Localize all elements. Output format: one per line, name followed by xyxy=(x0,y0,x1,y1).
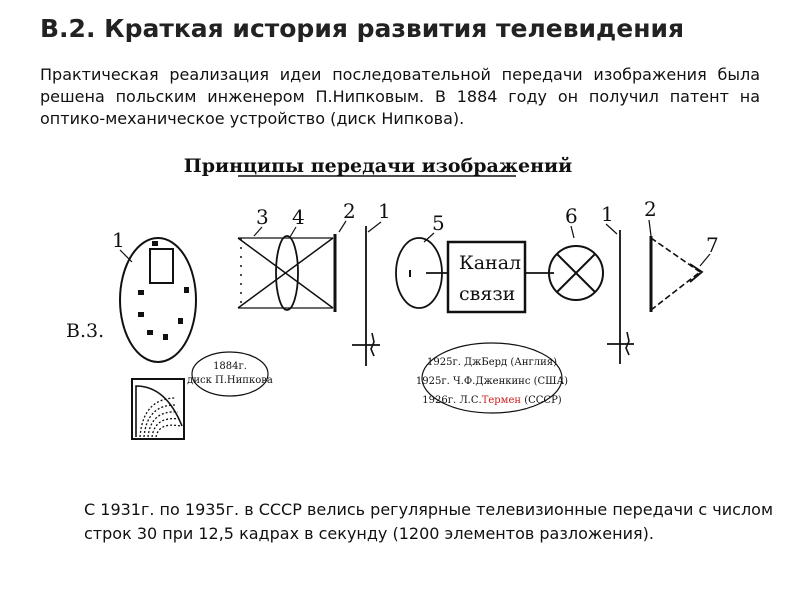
disk-hole xyxy=(178,318,183,324)
label-6: 6 xyxy=(565,204,578,228)
transmitter-optics xyxy=(238,199,356,312)
photocell-right xyxy=(601,202,634,364)
viewer-projection xyxy=(644,197,719,312)
scan-line xyxy=(156,425,180,437)
light-source xyxy=(396,211,448,308)
note-inventors-line3-prefix: 1926г. Л.С. xyxy=(422,395,482,406)
disk-hole xyxy=(138,312,144,317)
eye-ray-bottom xyxy=(651,272,700,310)
disk-outline xyxy=(120,238,196,362)
eye-ray-top xyxy=(651,238,700,272)
label-4: 4 xyxy=(292,205,305,229)
figure-label: В.3. xyxy=(66,320,105,342)
note-inventors-line2: 1925г. Ч.Ф.Дженкинс (США) xyxy=(415,376,569,387)
scan-line xyxy=(152,419,179,437)
note-nipkow-oval xyxy=(192,352,268,396)
diagram-heading: Принципы передачи изображений xyxy=(183,155,573,177)
intro-paragraph: Практическая реализация идеи последовательной передачи изображения была решена польским инженером П.Нипковым. В 1884 году он получил патент на оптико-механическое устройство (диск Нипкова). xyxy=(40,65,760,128)
disk-hole xyxy=(147,330,153,335)
outro-paragraph: С 1931г. по 1935г. в СССР велись регулярные телевизионные передачи с числом строк 30 при 12,5 кадрах в секунду (1200 элементов разложения). xyxy=(84,500,774,543)
note-nipkow xyxy=(187,352,273,396)
page-title: В.2. Краткая история развития телевидения xyxy=(40,14,685,43)
disk-hole xyxy=(184,287,189,293)
disk-hole xyxy=(163,334,168,340)
label-7: 7 xyxy=(706,233,719,257)
scan-line xyxy=(148,412,178,437)
disk-hole xyxy=(138,290,144,295)
note-inventors-termen: Термен xyxy=(481,395,522,406)
label-2-left: 2 xyxy=(343,199,356,223)
label-3: 3 xyxy=(256,205,269,229)
note-inventors xyxy=(416,343,568,413)
note-inventors-line3 xyxy=(422,395,562,406)
leader-2-right xyxy=(649,220,651,236)
channel-label-line2: связи xyxy=(459,283,516,305)
channel-label-line1: Канал xyxy=(459,252,522,274)
label-5: 5 xyxy=(432,211,445,235)
label-2-right: 2 xyxy=(644,197,657,221)
note-inventors-line1: 1925г. ДжБерд (Англия) xyxy=(427,357,557,368)
scan-pattern-inset xyxy=(132,379,184,439)
note-inventors-line3-suffix: (СССР) xyxy=(521,395,562,406)
note-nipkow-line2: диск П.Нипкова xyxy=(187,375,273,386)
disk-hole xyxy=(152,241,158,246)
leader-7 xyxy=(700,254,710,266)
disk-frame-window xyxy=(150,249,173,283)
communication-channel xyxy=(448,242,554,312)
label-1-left: 1 xyxy=(378,199,391,223)
nipkow-disk xyxy=(112,228,196,362)
leader-1-left xyxy=(368,222,381,232)
label-1-disk: 1 xyxy=(112,228,125,252)
label-1-right: 1 xyxy=(601,202,614,226)
receiver-lamp xyxy=(549,204,603,300)
note-nipkow-line1: 1884г. xyxy=(213,361,247,372)
photocell-left xyxy=(352,199,391,366)
lens xyxy=(276,236,298,310)
